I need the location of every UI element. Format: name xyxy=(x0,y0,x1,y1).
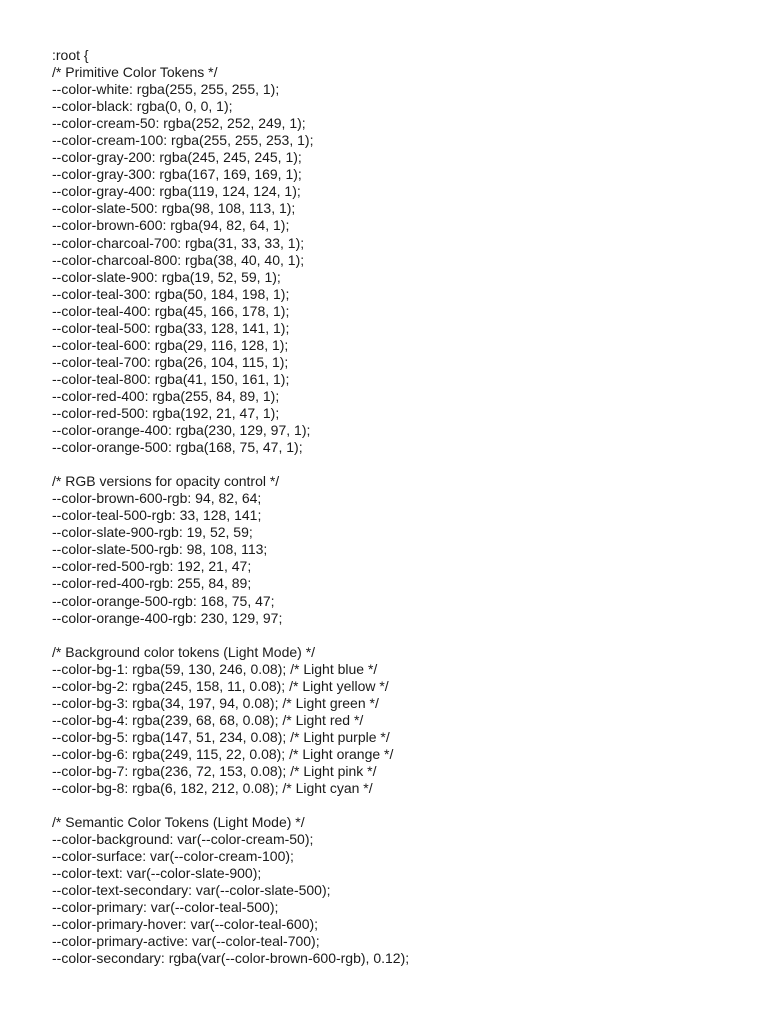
code-line: /* Semantic Color Tokens (Light Mode) */ xyxy=(52,814,305,831)
code-line: --color-cream-100: rgba(255, 255, 253, 1); xyxy=(52,132,314,149)
code-line: --color-primary-hover: var(--color-teal-600); xyxy=(52,916,319,933)
code-line: /* Primitive Color Tokens */ xyxy=(52,64,218,81)
code-line: --color-bg-1: rgba(59, 130, 246, 0.08); /* Light blue */ xyxy=(52,660,378,677)
code-line: --color-red-500: rgba(192, 21, 47, 1); xyxy=(52,404,280,421)
code-line: --color-teal-600: rgba(29, 116, 128, 1); xyxy=(52,336,289,353)
blank-line xyxy=(52,456,752,473)
code-line: --color-bg-3: rgba(34, 197, 94, 0.08); /* Light green */ xyxy=(52,694,379,711)
code-line: --color-primary: var(--color-teal-500); xyxy=(52,899,279,916)
blank-line xyxy=(52,797,752,814)
blank-line xyxy=(52,627,752,644)
code-line: --color-gray-300: rgba(167, 169, 169, 1); xyxy=(52,166,302,183)
code-line: --color-slate-500-rgb: 98, 108, 113; xyxy=(52,541,268,558)
code-line: /* RGB versions for opacity control */ xyxy=(52,473,280,490)
code-line: --color-background: var(--color-cream-50); xyxy=(52,831,314,848)
code-line: --color-bg-6: rgba(249, 115, 22, 0.08); /* Light orange */ xyxy=(52,745,394,762)
code-document xyxy=(52,47,752,968)
code-line: --color-secondary: rgba(var(--color-brown-600-rgb), 0.12); xyxy=(52,950,410,967)
code-line: --color-red-400-rgb: 255, 84, 89; xyxy=(52,575,252,592)
code-line: --color-brown-600-rgb: 94, 82, 64; xyxy=(52,490,262,507)
code-line: --color-bg-7: rgba(236, 72, 153, 0.08); /* Light pink */ xyxy=(52,762,377,779)
code-line: --color-text-secondary: var(--color-slate-500); xyxy=(52,882,331,899)
code-line: --color-charcoal-700: rgba(31, 33, 33, 1); xyxy=(52,234,305,251)
code-line: --color-orange-500-rgb: 168, 75, 47; xyxy=(52,592,275,609)
code-line: --color-teal-700: rgba(26, 104, 115, 1); xyxy=(52,353,289,370)
code-line: --color-orange-400: rgba(230, 129, 97, 1); xyxy=(52,422,311,439)
code-line: --color-teal-500-rgb: 33, 128, 141; xyxy=(52,507,262,524)
code-line: --color-teal-400: rgba(45, 166, 178, 1); xyxy=(52,302,290,319)
code-line: --color-primary-active: var(--color-teal-700); xyxy=(52,933,320,950)
code-line: --color-slate-900: rgba(19, 52, 59, 1); xyxy=(52,268,281,285)
code-line: --color-bg-8: rgba(6, 182, 212, 0.08); /* Light cyan */ xyxy=(52,780,373,797)
code-line: --color-bg-5: rgba(147, 51, 234, 0.08); /* Light purple */ xyxy=(52,728,390,745)
code-line: --color-slate-900-rgb: 19, 52, 59; xyxy=(52,524,253,541)
code-line: --color-text: var(--color-slate-900); xyxy=(52,865,262,882)
code-line: --color-gray-200: rgba(245, 245, 245, 1); xyxy=(52,149,302,166)
code-line: --color-brown-600: rgba(94, 82, 64, 1); xyxy=(52,217,290,234)
code-line: --color-cream-50: rgba(252, 252, 249, 1); xyxy=(52,115,306,132)
code-line: --color-orange-400-rgb: 230, 129, 97; xyxy=(52,609,283,626)
code-line: --color-teal-800: rgba(41, 150, 161, 1); xyxy=(52,370,290,387)
code-line: --color-red-400: rgba(255, 84, 89, 1); xyxy=(52,387,280,404)
code-line: :root { xyxy=(52,47,89,63)
code-line: --color-bg-2: rgba(245, 158, 11, 0.08); /* Light yellow */ xyxy=(52,677,389,694)
code-line: --color-gray-400: rgba(119, 124, 124, 1); xyxy=(52,183,301,200)
code-line: --color-orange-500: rgba(168, 75, 47, 1); xyxy=(52,439,303,456)
code-line: --color-teal-500: rgba(33, 128, 141, 1); xyxy=(52,319,290,336)
code-line: /* Background color tokens (Light Mode) */ xyxy=(52,643,316,660)
code-line: --color-white: rgba(255, 255, 255, 1); xyxy=(52,81,280,98)
code-line: --color-charcoal-800: rgba(38, 40, 40, 1); xyxy=(52,251,305,268)
code-line: --color-black: rgba(0, 0, 0, 1); xyxy=(52,98,233,115)
code-line: --color-teal-300: rgba(50, 184, 198, 1); xyxy=(52,285,290,302)
code-line: --color-slate-500: rgba(98, 108, 113, 1); xyxy=(52,200,296,217)
code-line: --color-bg-4: rgba(239, 68, 68, 0.08); /* Light red */ xyxy=(52,711,364,728)
code-line: --color-surface: var(--color-cream-100); xyxy=(52,848,294,865)
code-line: --color-red-500-rgb: 192, 21, 47; xyxy=(52,558,252,575)
